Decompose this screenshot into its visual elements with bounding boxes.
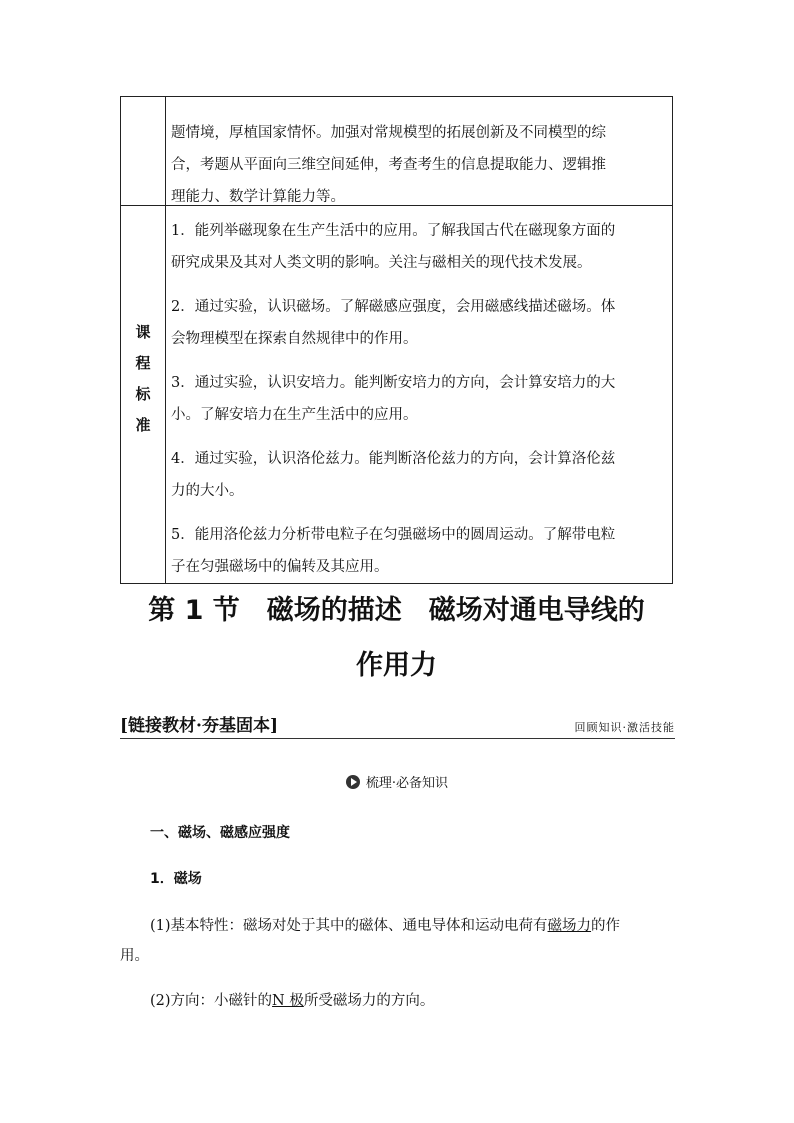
standard-line: 1．能列举磁现象在生产生活中的应用。了解我国古代在磁现象方面的 xyxy=(171,223,616,239)
label-char: 课 xyxy=(135,323,151,341)
paragraph-basic-property xyxy=(150,911,680,941)
section-title: 第 1 节 磁场的描述 磁场对通电导线的 xyxy=(148,595,645,626)
standard-item xyxy=(171,291,662,355)
underlined-answer: N 极 xyxy=(272,993,304,1009)
standard-line: 力的大小。 xyxy=(171,483,244,499)
banner-left-label: [链接教材·夯基固本] xyxy=(120,716,279,736)
text-segment: (2)方向：小磁针的 xyxy=(150,993,273,1009)
paragraph-direction xyxy=(150,986,434,1016)
text-segment: 的作 xyxy=(591,918,621,934)
row1-line: 理能力、数学计算能力等。 xyxy=(171,189,345,205)
heading-magnetic-field: 一、磁场、磁感应强度 xyxy=(150,825,290,841)
standard-item xyxy=(171,367,662,431)
section-banner xyxy=(120,716,675,739)
banner-right-label: 回顾知识·激活技能 xyxy=(574,721,675,734)
standard-item xyxy=(171,519,662,583)
standard-item xyxy=(171,443,662,507)
paragraph-continuation: 用。 xyxy=(120,948,149,964)
label-char: 标 xyxy=(135,385,151,403)
underlined-answer: 磁场力 xyxy=(547,918,592,934)
standard-line: 子在匀强磁场中的偏转及其应用。 xyxy=(171,559,389,575)
standard-line: 5．能用洛伦兹力分析带电粒子在匀强磁场中的圆周运动。了解带电粒 xyxy=(171,527,616,543)
standard-line: 3．通过实验，认识安培力。能判断安培力的方向，会计算安培力的大 xyxy=(171,375,616,391)
row1-line: 合，考题从平面向三维空间延伸，考查考生的信息提取能力、逻辑推 xyxy=(171,157,606,173)
row1-line: 题情境，厚植国家情怀。加强对常规模型的拓展创新及不同模型的综 xyxy=(171,125,606,141)
standard-line: 4．通过实验，认识洛伦兹力。能判断洛伦兹力的方向，会计算洛伦兹 xyxy=(171,451,616,467)
standard-item xyxy=(171,215,662,279)
standards-list xyxy=(171,215,662,583)
subheading-magnetic-field: 1．磁场 xyxy=(150,871,202,887)
standard-line: 2．通过实验，认识磁场。了解磁感应强度，会用磁感线描述磁场。体 xyxy=(171,299,616,315)
section-title-continued: 作用力 xyxy=(356,650,437,681)
standard-line: 会物理模型在探索自然规律中的作用。 xyxy=(171,331,418,347)
curriculum-standards-label xyxy=(121,317,165,441)
label-char: 程 xyxy=(135,354,151,372)
table-row1-text xyxy=(171,117,662,213)
play-circle-icon xyxy=(346,775,360,789)
standard-line: 研究成果及其对人类文明的影响。关注与磁相关的现代技术发展。 xyxy=(171,255,592,271)
text-segment: 所受磁场力的方向。 xyxy=(303,993,435,1009)
table-column-divider xyxy=(165,97,166,583)
subheading xyxy=(0,772,794,791)
subheading-text: 梳理·必备知识 xyxy=(365,776,449,791)
curriculum-standards-table xyxy=(120,96,673,584)
standard-line: 小。了解安培力在生产生活中的应用。 xyxy=(171,407,418,423)
text-segment: (1)基本特性：磁场对处于其中的磁体、通电导体和运动电荷有 xyxy=(150,918,548,934)
label-char: 准 xyxy=(135,416,151,434)
